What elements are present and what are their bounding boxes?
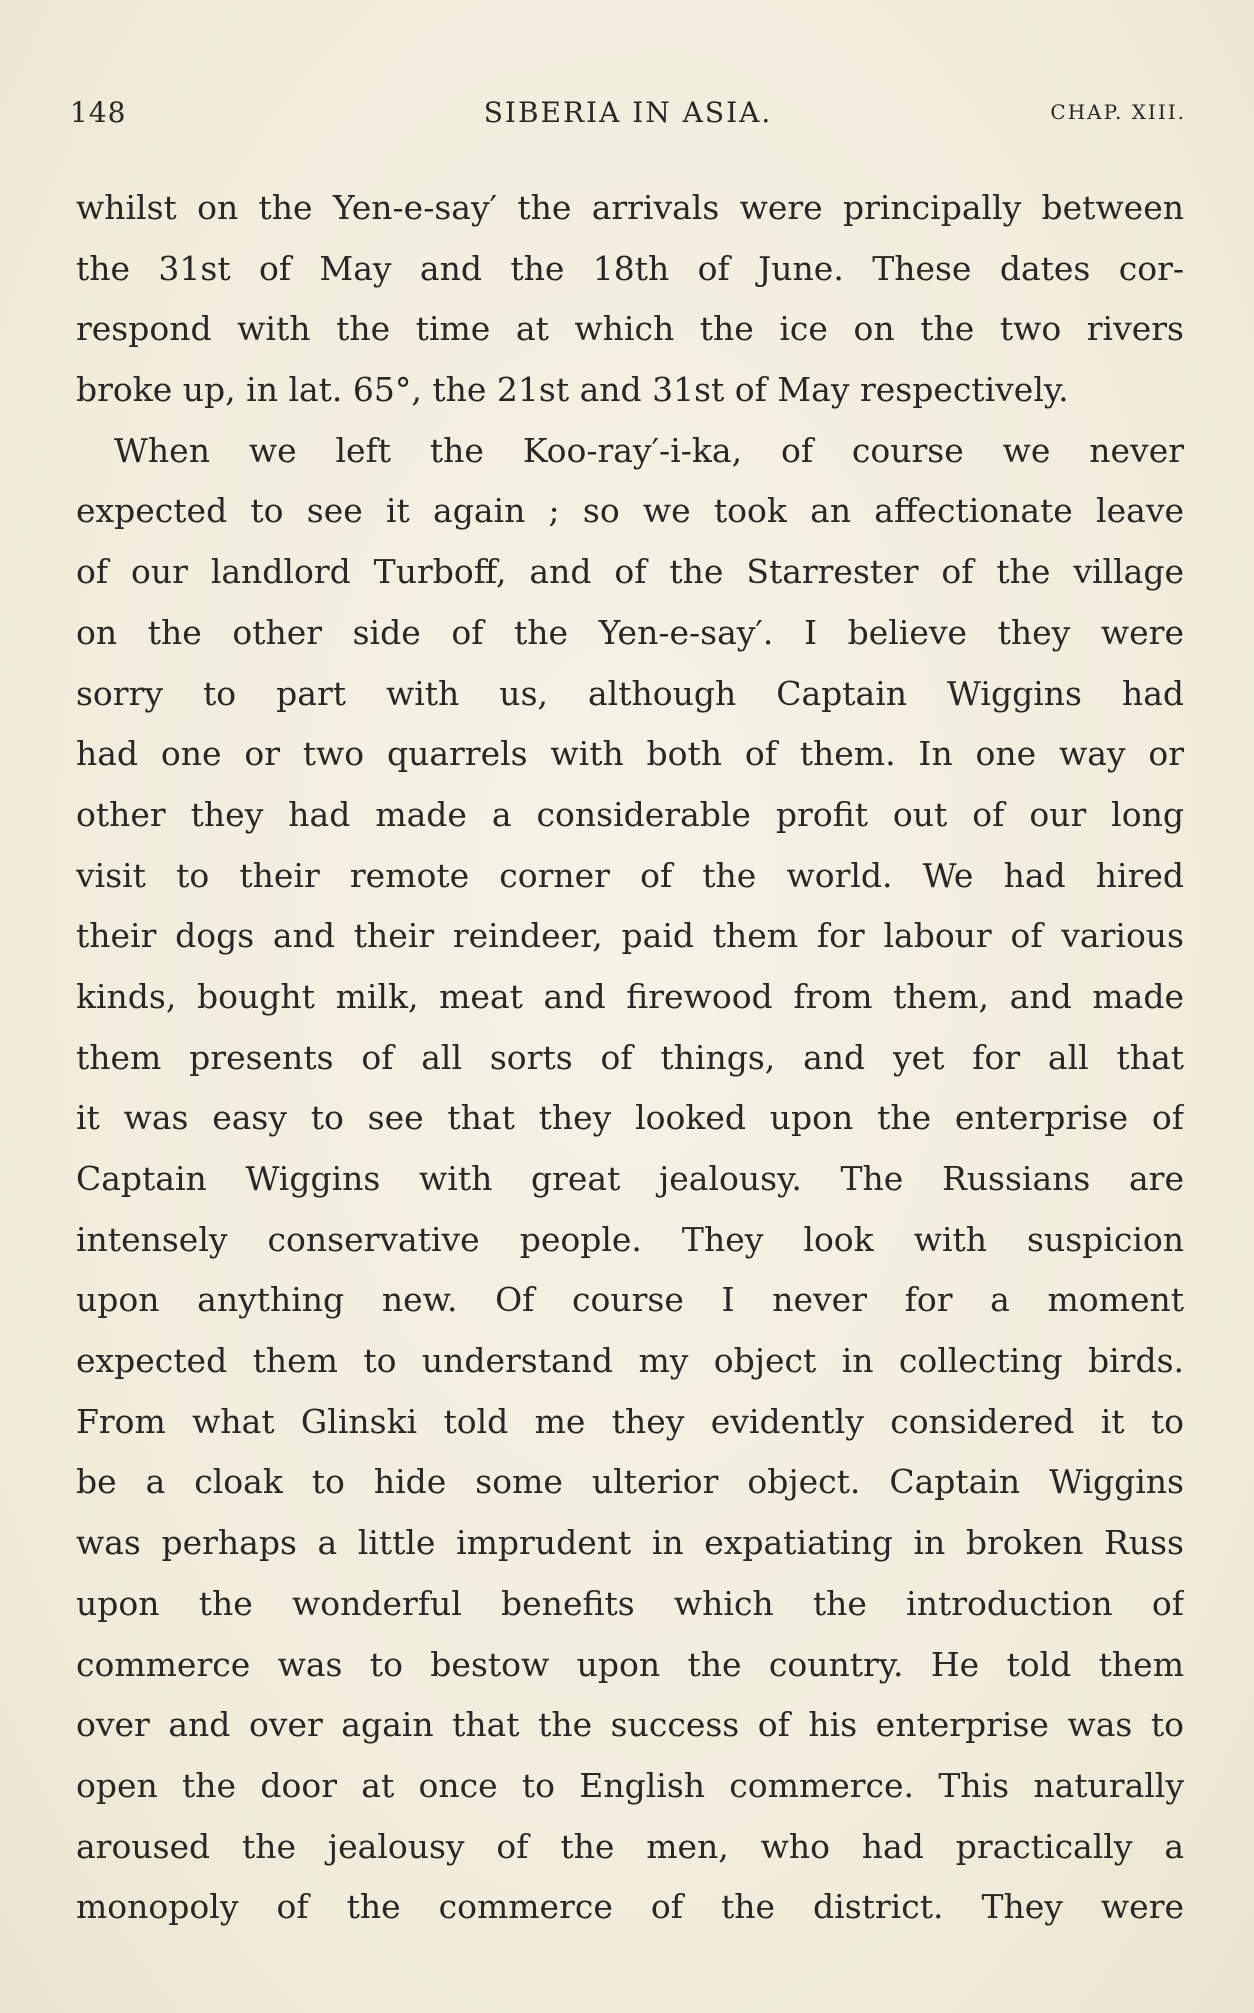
running-title: SIBERIA IN ASIA. <box>483 96 773 129</box>
text-line: From what Glinski told me they evidently considered it to <box>76 1401 1184 1441</box>
paragraph-end-line: broke up, in lat. 65°, the 21st and 31st of May respectively. <box>76 370 1069 410</box>
text-line: be a cloak to hide some ulterior object. Captain Wiggins <box>76 1462 1184 1502</box>
text-line: on the other side of the Yen-e-say′. I believe they were <box>76 612 1184 652</box>
text-line: Captain Wiggins with great jealousy. The Russians are <box>76 1159 1184 1198</box>
page-number: 148 <box>70 96 127 129</box>
text-line: aroused the jealousy of the men, who had practically a <box>76 1826 1184 1866</box>
text-line: the 31st of May and the 18th of June. These dates cor- <box>76 248 1184 288</box>
text-line: visit to their remote corner of the world. We had hired <box>76 855 1184 895</box>
paragraph-first-line: When we left the Koo-ray′-i-ka, of course we never <box>114 430 1184 470</box>
running-head <box>70 96 1186 136</box>
text-line: kinds, bought milk, meat and firewood from them, and made <box>76 976 1184 1016</box>
chapter-label: CHAP. XIII. <box>1050 100 1186 124</box>
text-line: intensely conservative people. They look with suspicion <box>76 1219 1184 1259</box>
text-line: open the door at once to English commerce. This naturally <box>76 1765 1184 1805</box>
text-line: was perhaps a little imprudent in expatiating in broken Russ <box>76 1523 1184 1563</box>
text-line: upon anything new. Of course I never for a moment <box>76 1280 1184 1320</box>
text-line: monopoly of the commerce of the district. They were <box>76 1887 1184 1927</box>
text-line: their dogs and their reindeer, paid them for labour of various <box>76 916 1184 956</box>
text-line: expected to see it again ; so we took an affectionate leave <box>76 491 1184 531</box>
text-line: respond with the time at which the ice on the two rivers <box>76 309 1184 349</box>
text-line: sorry to part with us, although Captain Wiggins had <box>76 673 1184 713</box>
text-line: other they had made a considerable profit out of our long <box>76 794 1184 834</box>
text-line: commerce was to bestow upon the country. He told them <box>76 1644 1184 1684</box>
text-line: it was easy to see that they looked upon the enterprise of <box>76 1098 1184 1138</box>
text-line: had one or two quarrels with both of them. In one way or <box>76 734 1184 774</box>
text-line: them presents of all sorts of things, and yet for all that <box>76 1037 1184 1077</box>
text-line: expected them to understand my object in collecting birds. <box>76 1341 1184 1381</box>
text-line: whilst on the Yen-e-say′ the arrivals were principally between <box>76 188 1184 227</box>
text-line: over and over again that the success of his enterprise was to <box>76 1705 1184 1745</box>
text-line: upon the wonderful benefits which the introduction of <box>76 1583 1184 1623</box>
text-line: of our landlord Turboff, and of the Starrester of the village <box>76 552 1184 592</box>
body-text <box>76 178 1184 1938</box>
